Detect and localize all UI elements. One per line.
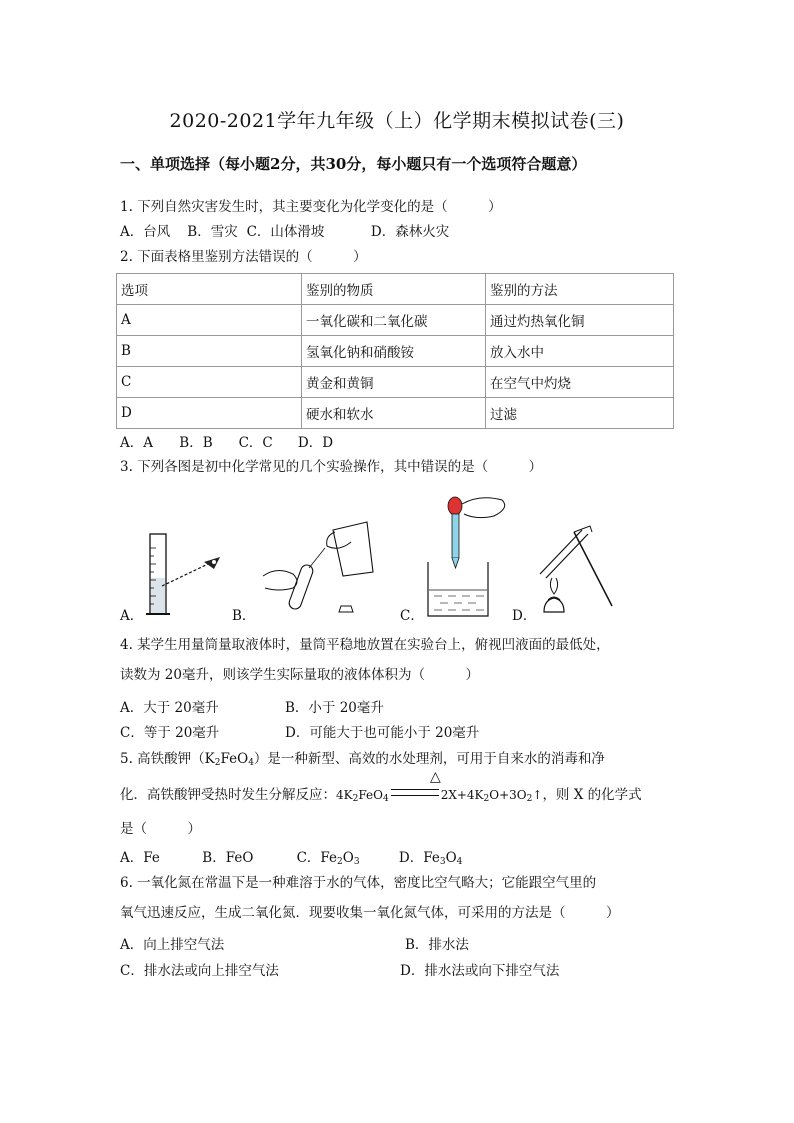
delta-symbol: △ <box>430 769 441 785</box>
q1-option-d: D．森林火灾 <box>370 224 450 240</box>
q5-stem-line1: 5. 高铁酸钾$(K_2FeO_4)$是一种新型、高效的水处理剂，可用于自来水的消毒和净 <box>120 751 605 768</box>
page-title: 2020-2021学年九年级（上）化学期末模拟试卷(三) <box>169 110 625 132</box>
q5-options <box>120 852 462 867</box>
q1-option-c: C．山体滑坡 <box>246 224 325 240</box>
table-header: 选项 <box>117 274 302 305</box>
dropper-beaker-figure <box>420 490 515 622</box>
table-cell: 氢氧化钠和硝酸铵 <box>302 336 486 367</box>
q2-options <box>120 437 333 451</box>
q1-options <box>120 226 449 240</box>
q3-option-a: A． <box>120 608 144 624</box>
table-cell: 放入水中 <box>486 336 674 367</box>
q4-stem-line2: 读数为 20毫升，则该学生实际量取的液体体积为（ ） <box>120 667 479 683</box>
table-cell: 一氧化碳和二氧化碳 <box>302 305 486 336</box>
q4-option-c: C．等于 20毫升 <box>120 725 220 741</box>
table-cell: 过滤 <box>486 398 674 429</box>
table-row <box>117 336 674 367</box>
q6-stem-line1: 6. 一氧化氮在常温下是一种难溶于水的气体，密度比空气略大；它能跟空气里的 <box>120 875 597 891</box>
q6-stem-line2: 氧气迅速反应，生成二氧化氮．现要收集一氧化氮气体，可采用的方法是（ ） <box>120 905 620 921</box>
q4-option-b: B．小于 20毫升 <box>285 700 384 716</box>
table-header: 鉴别的方法 <box>486 274 674 305</box>
q3-option-c: C． <box>400 608 424 624</box>
q2-table <box>116 273 674 429</box>
q6-option-b: B．排水法 <box>405 937 469 953</box>
q3-option-b: B． <box>232 608 256 624</box>
q1-option-a: A．台风 <box>120 224 171 240</box>
table-row <box>117 305 674 336</box>
table-cell: 在空气中灼烧 <box>486 367 674 398</box>
table-cell: 通过灼热氧化铜 <box>486 305 674 336</box>
q5-option-d: D．$Fe_3O_4$ <box>398 850 463 867</box>
q1-stem: 1. 下列自然灾害发生时，其主要变化为化学变化的是（ ） <box>120 199 502 215</box>
q4-stem-line1: 4. 某学生用量筒量取液体时，量筒平稳地放置在实验台上，俯视凹液面的最低处， <box>120 637 610 653</box>
q4-option-a: A．大于 20毫升 <box>120 700 219 716</box>
table-cell: C <box>117 367 302 398</box>
reaction-equation: $4K_2FeO_4$ $2X+4K_2O+3O_2↑$ <box>336 788 543 804</box>
q5-stem-line2: 化．高铁酸钾受热时发生分解反应：$4K_2FeO_4$ $2X+4K_2O+3O_2↑$，则 X 的化学式 <box>120 787 642 804</box>
q5-option-a: A．Fe <box>120 850 160 866</box>
q2-stem: 2. 下面表格里鉴别方法错误的（ ） <box>120 249 367 265</box>
q2-option-a: A．A <box>120 435 153 451</box>
q5-option-b: B．FeO <box>202 850 254 866</box>
table-cell: A <box>117 305 302 336</box>
q3-stem: 3. 下列各图是初中化学常见的几个实验操作，其中错误的是（ ） <box>120 459 543 475</box>
table-header-row <box>117 274 674 305</box>
table-cell: D <box>117 398 302 429</box>
table-cell: B <box>117 336 302 367</box>
q1-option-b: B．雪灾 <box>187 224 238 240</box>
q5-option-c: C．$Fe_2O_3$ <box>296 850 360 867</box>
q2-option-d: D．D <box>297 435 334 451</box>
q3-option-d: D． <box>512 608 537 624</box>
table-row <box>117 398 674 429</box>
q6-option-d: D．排水法或向下排空气法 <box>400 963 560 979</box>
q6-option-c: C．排水法或向上排空气法 <box>120 963 279 979</box>
pouring-liquid-figure <box>255 512 380 617</box>
table-row <box>117 367 674 398</box>
table-cell: 硬水和软水 <box>302 398 486 429</box>
heating-test-tube-figure <box>530 520 620 622</box>
q4-option-d: D．可能大于也可能小于 20毫升 <box>285 725 480 741</box>
section-heading: 一、单项选择（每小题2分，共30分，每小题只有一个选项符合题意） <box>120 155 587 173</box>
table-cell: 黄金和黄铜 <box>302 367 486 398</box>
q2-option-c: C．C <box>238 435 273 451</box>
q2-option-b: B．B <box>179 435 213 451</box>
q6-option-a: A．向上排空气法 <box>120 937 225 953</box>
table-header: 鉴别的物质 <box>302 274 486 305</box>
graduated-cylinder-figure <box>140 528 230 620</box>
q5-stem-line3: 是（ ） <box>120 821 201 837</box>
